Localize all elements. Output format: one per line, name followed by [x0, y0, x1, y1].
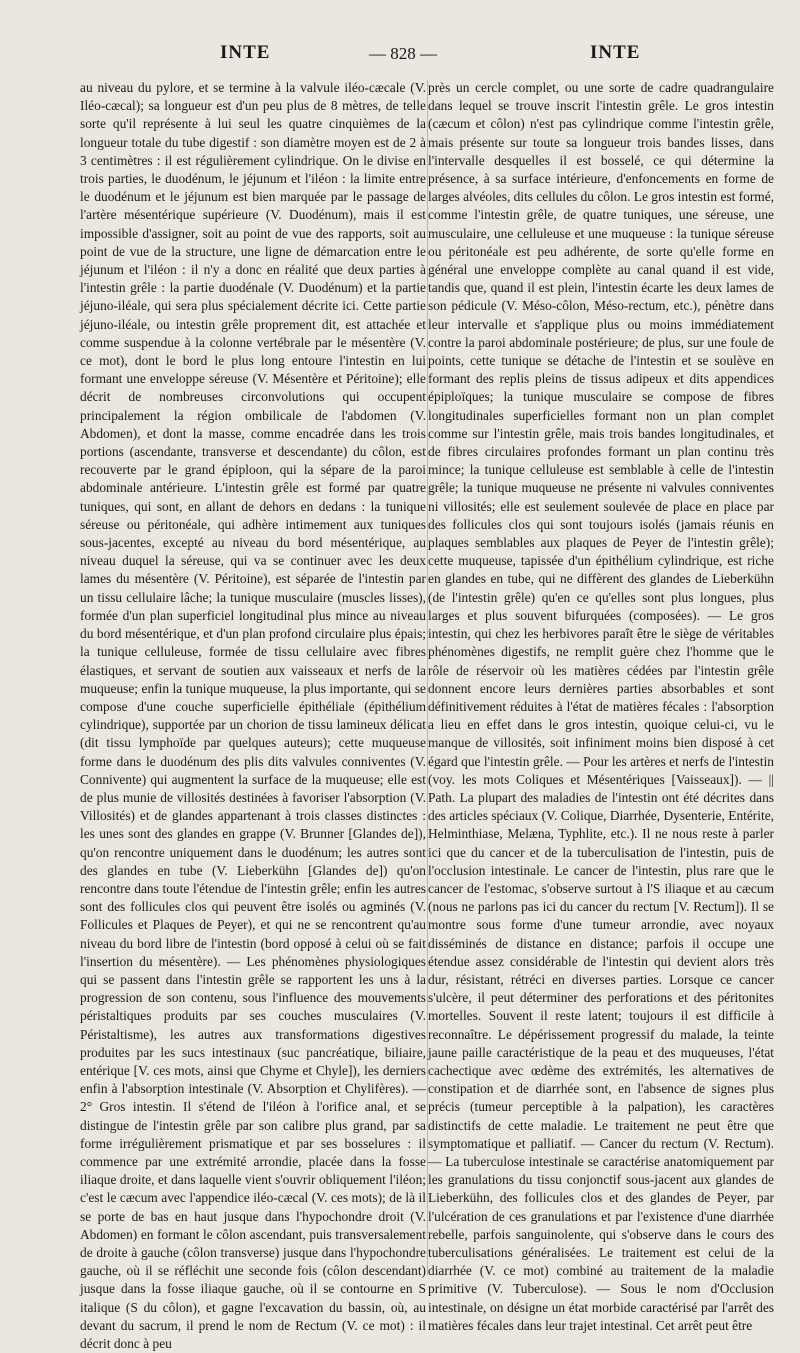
running-header: [0, 42, 800, 72]
header-left-word: INTE: [220, 42, 271, 63]
right-column-text: près un cercle complet, ou une sorte de cadre quadrangulaire dans lequel se trouve inscrit l'intestin grêle. Le gros intestin (cæcum et côlon) n'est pas cylindrique comme l'intestin grêle, mais présente sur toute sa longueur trois bandes lisses, dans l'intervalle desquelles il est bosselé, ce qui détermine la présence, à sa surface intérieure, d'enfoncements en forme de larges alvéoles, dits cellules du côlon. Le gros intestin est formé, comme l'intestin grêle, de quatre tuniques, une séreuse, une musculaire, une celluleuse et une muqueuse : la tunique séreuse ou péritonéale est peu adhérente, de sorte qu'elle forme en général une enveloppe complète au canal quand il est vide, tandis que, quand il est plein, l'intestin écarte les deux lames de son pédicule (V. Méso-côlon, Méso-rectum, etc.), pénètre dans leur intervalle et s'applique plus ou moins immédiatement contre la paroi abdominale postérieure; de plus, sur une foule de points, cette tunique se détache de l'intestin et se soulève en formant des replis pleins de tissus adipeux et dits appendices épiploïques; la tunique musculaire se compose de fibres longitudinales superficielles formant non un plan complet comme sur l'intestin grêle, mais trois bandes longitudinales, et de fibres circulaires profondes formant un plan continu très mince; la tunique celluleuse est semblable à celle de l'intestin grêle; la tunique muqueuse ne présente ni valvules conniventes ni villosités; elle est seulement soulevée de place en place par des follicules clos qui sont toujours isolés (jamais réunis en plaques semblables aux plaques de Peyer de l'intestin grêle); cette muqueuse, tapissée d'un épithélium cylindrique, est riche en glandes en tube, qui ne diffèrent des glandes de Lieberkühn (de l'intestin grêle) qu'en ce qu'elles sont plus longues, plus larges et plus souvent bifurquées (composées). — Le gros intestin, qui chez les herbivores paraît être le siège de véritables phénomènes digestifs, ne remplit guère chez l'homme que le rôle de réservoir où les matières cédées par l'intestin grêle donnent encore leurs dernières parties absorbables et sont définitivement réduites à l'état de matières fécales : l'absorption a lieu en effet dans le gros intestin, quoique celui-ci, vu le manque de villosités, soit infiniment moins bien disposé à cet égard que l'intestin grêle. — Pour les artères et nerfs de l'intestin (voy. les mots Coliques et Mésentériques [Vaisseaux]). — || Path. La plupart des maladies de l'intestin ont été décrites dans des articles spéciaux (V. Colique, Diarrhée, Dysenterie, Entérite, Helminthiase, Melæna, Typhlite, etc.). Il ne nous reste à parler ici que du cancer et de la tuberculisation de l'intestin, puis de l'occlusion intestinale. Le cancer de l'intestin, plus rare que le cancer de l'estomac, s'observe surtout à l'S iliaque et au cæcum (nous ne parlons pas ici du cancer du rectum [V. Rectum]). Il se montre sous forme d'une tumeur arrondie, avec noyaux disséminés de distance en distance; parfois il occupe une étendue assez considérable de l'intestin qui devient alors très dur, résistant, rétréci en diverses parties. Lorsque ce cancer s'ulcère, il peut déterminer des perforations et des péritonites mortelles. Souvent il reste latent; toujours il est difficile à reconnaître. Le dépérissement progressif du malade, la teinte jaune paille caractéristique de la peau et des muqueuses, l'état cachectique avec œdème des extrémités, les alternatives de constipation et de diarrhée sont, en l'absence de signes plus précis (tumeur perceptible à la palpation), les caractères distinctifs de cette maladie. Le traitement ne peut être que symptomatique et palliatif. — Cancer du rectum (V. Rectum). — La tuberculose intestinale se caractérise anatomiquement par les granulations du tissu conjonctif sous-jacent aux glandes de Lieberkühn, des follicules clos et des glandes de Peyer, par l'ulcération de ces granulations et par l'existence d'une diarrhée rebelle, parfois sanguinolente, qui s'observe dans le cours des tuberculisations généralisées. Le traitement est celui de la diarrhée (V. ce mot) combiné au traitement de la maladie primitive (V. Tuberculose). — Sous le nom d'Occlusion intestinale, on désigne un état morbide caractérisé par l'arrêt des matières fécales dans leur trajet intestinal. Cet arrêt peut être: [428, 80, 774, 1333]
page-number: — 828 —: [369, 44, 437, 63]
right-column: [428, 79, 774, 1333]
left-column-text: au niveau du pylore, et se termine à la valvule iléo-cæcale (V. Iléo-cæcal); sa longueur est d'un peu plus de 8 mètres, de telle sorte qu'il représente à lui seul les quatre cinquièmes de la longueur totale du tube digestif : son diamètre moyen est de 2 à 3 centimètres : il est régulièrement cylindrique. On le divise en trois parties, le duodénum, le jéjunum et l'iléon : la limite entre le duodénum et le jéjunum est bien marquée par le passage de l'artère mésentérique supérieure (V. Duodénum), mais il est impossible d'assigner, soit au point de vue des rapports, soit au point de vue de la structure, une ligne de démarcation entre le jéjunum et l'iléon : il n'y a donc en réalité que deux parties à l'intestin grêle : la partie duodénale (V. Duodénum) et la partie jéjuno-iléale, qui sera plus spécialement décrite ici. Cette partie jéjuno-iléale, ou intestin grêle proprement dit, est attachée et comme suspendue à la colonne vertébrale par le mésentère (V. ce mot), dont le bord le plus long entoure l'intestin en lui formant une enveloppe séreuse (V. Mésentère et Péritoine); elle décrit de nombreuses circonvolutions qui occupent principalement la région ombilicale de l'abdomen (V. Abdomen), et dont la masse, comme encadrée dans les trois portions (ascendante, transverse et descendante) du côlon, est recouverte par le grand épiploon, qui la sépare de la paroi abdominale antérieure. L'intestin grêle est formé par quatre tuniques, qui sont, en allant de dehors en dedans : la tunique séreuse ou péritonéale, qui adhère intimement aux tuniques sous-jacentes, excepté au niveau du bord mésentérique, au niveau duquel la séreuse, qui va se continuer avec les deux lames du mésentère (V. Péritoine), est séparée de l'intestin par un tissu cellulaire lâche; la tunique musculaire (muscles lisses), formée d'un plan superficiel longitudinal plus mince au niveau du bord mésentérique, et d'un plan profond circulaire plus épais; la tunique celluleuse, formée de tissu cellulaire avec fibres élastiques, et servant de soutien aux vaisseaux et nerfs de la muqueuse; enfin la tunique muqueuse, la plus importante, qui se compose d'une couche superficielle épithéliale (épithélium cylindrique), supportée par un chorion de tissu lamineux délicat (dit tissu lymphoïde par quelques auteurs); cette muqueuse forme dans le duodénum des plis dits valvules conniventes (V. Connivente) qui augmentent la surface de la muqueuse; elle est de plus munie de villosités destinées à favoriser l'absorption (V. Villosités) et de glandes appartenant à trois classes distinctes : les unes sont des glandes en grappe (V. Brunner [Glandes de]), qu'on rencontre uniquement dans le duodénum; les autres sont des glandes en tube (V. Lieberkühn [Glandes de]) qu'on rencontre dans toute l'étendue de l'intestin grêle; enfin les autres sont des follicules clos qui peuvent être isolés ou agminés (V. Follicules et Plaques de Peyer), et qui ne se rencontrent qu'au niveau du bord libre de l'intestin (bord opposé à celui où se fait l'insertion du mésentère). — Les phénomènes physiologiques qui se passent dans l'intestin grêle se rapportent les uns à la progression de son contenu, sous l'influence des mouvements péristaltiques produits par ses couches musculaires (V. Péristaltisme), les autres aux transformations digestives produites par les sucs intestinaux (suc pancréatique, biliaire, entérique [V. ces mots, ainsi que Chyme et Chyle]), les derniers enfin à l'absorption intestinale (V. Absorption et Chylifères). — 2° Gros intestin. Il s'étend de l'iléon à l'orifice anal, et se distingue de l'intestin grêle par son calibre plus grand, par sa forme irrégulièrement prismatique et par ses bosselures : il commence par une extrémité arrondie, placée dans la fosse iliaque droite, et dans laquelle vient s'ouvrir obliquement l'iléon; c'est le cæcum avec l'appendice iléo-cæcal (V. ces mots); de là il se porte de bas en haut jusque dans l'hypochondre droit (V. Abdomen) en formant le côlon ascendant, puis transversalement de droite à gauche (côlon transverse) jusque dans l'hypochondre gauche, où il se réfléchit une seconde fois (côlon descendant) jusque dans la fosse iliaque gauche, où il se contourne en S italique (S du côlon), et gagne l'excavation du bassin, où, au devant du sacrum, il prend le nom de Rectum (V. ce mot) : il décrit donc à peu: [80, 80, 426, 1352]
left-column: [80, 79, 426, 1352]
header-right-word: INTE: [590, 42, 641, 63]
